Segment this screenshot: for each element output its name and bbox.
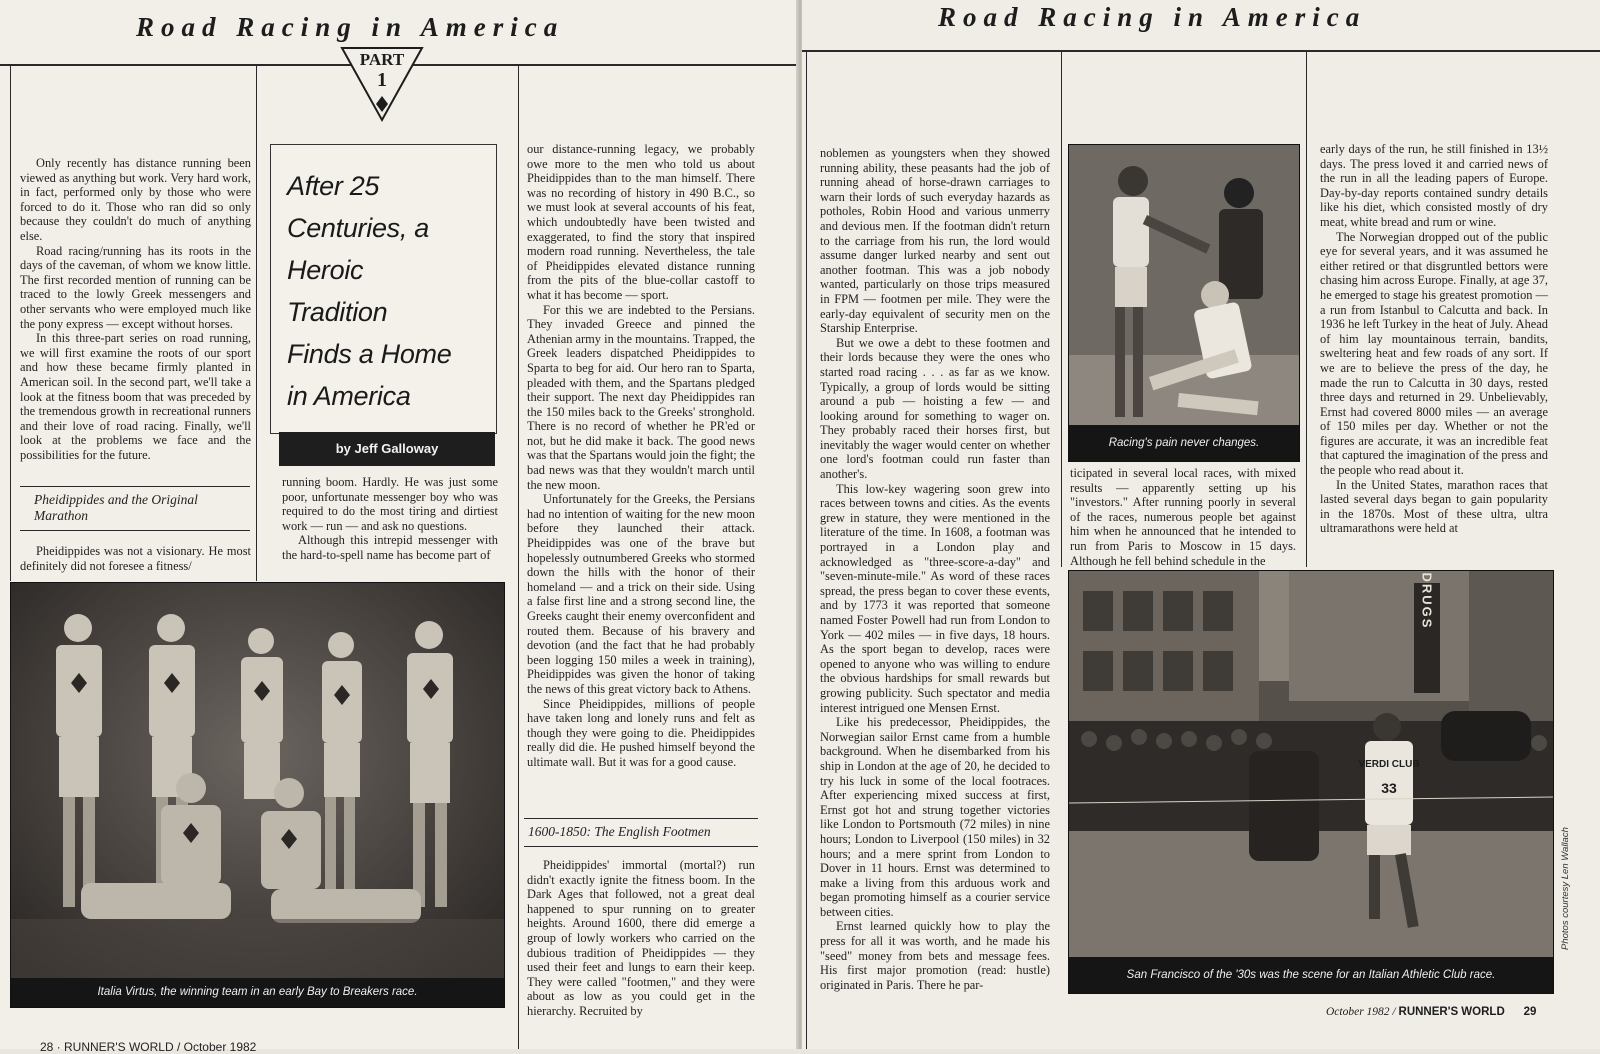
subhead-pheidippides: Pheidippides and the Original Marathon <box>34 492 198 523</box>
right-page <box>802 0 1600 1049</box>
title-line: After 25 <box>287 171 380 201</box>
paragraph: This low-key wagering soon grew into races between towns and cities. As the events grew in stature, they were mentioned in the literature of the time. In 1608, a footman was portrayed in a London play and acknowledged as "three-score-a-day" and "seven-minute-mile." As word of these races spread, the press began to cover these events, and by 1773 it was reported that someone named Foster Powell had run from London to York — 402 miles — in five days, 18 hours. As the sport began to develop, races were opened to anyone who was willing to endure the obvious hardships for small rewards but growing publicity. Such spectator and media interest intrigued one Mensen Ernst. <box>820 481 1050 715</box>
subhead-rule <box>524 818 758 819</box>
column-5 <box>1070 466 1296 568</box>
paragraph: The Norwegian dropped out of the public eye for several years, and it was assumed he either retired or that disgruntled bettors were chasing him across Europe. Finally, at age 37, he emerged to stage his greatest promotion — a run from Istanbul to Calcutta and back. In 1936 he left Turkey in the heat of July. Ahead of him lay mountainous terrain, bandits, sweltering heat and few roads of any sort. If we are to believe the press of the day, he made the run to Calcutta in 30 days, rested three days and returned in 29. Unbelievably, Ernst had covered 8000 miles — an average of 150 miles per day. Whether or not the figures are accurate, it was an incredible feat that captured the imagination of the press and the people who read about it. <box>1320 229 1548 478</box>
column-rule <box>806 52 807 1049</box>
title-line: Tradition <box>287 297 388 327</box>
paragraph: In this three-part series on road running, we will first examine the roots of our sport and how these became firmly planted in American soil. In the second part, we'll take a look at the fitness boom that was preceded by the tremendous growth in recreational runners and their love of road racing. Finally, we'll look at the problems we face and the possibilities for the future. <box>20 331 251 462</box>
paragraph: our distance-running legacy, we probably owe more to the men who told us about Pheidippides than to the man himself. There was no recording of history in 490 B.C., so we must look at several accounts of his feat, which undoubtedly have been twisted and exaggerated, to find the story that inspired modern road running. Nevertheless, the tale of Pheidippides elevated distance running from the pits of the blue-collar castoff to what it has become — sport. <box>527 142 755 302</box>
title-line: Finds a Home <box>287 339 452 369</box>
intro-column <box>20 156 251 462</box>
paragraph: For this we are indebted to the Persians. They invaded Greece and pinned the Athenian army in the mountains. Trapped, the Greek leaders dispatched Pheidippides to Sparta to beg for aid. Our hero ran to Sparta, pleaded with them, and the Spartans pledged their support. The next day Pheidippides ran the 150 miles back to the Greeks' stronghold. There is no record of whether he PR'ed or not, but he did make it back. The good news was that the Spartans would join the fight; the bad news was that they wouldn't march until the new moon. <box>527 302 755 492</box>
pain-photo-image <box>1069 145 1299 461</box>
column-2 <box>282 475 498 563</box>
column-rule <box>1061 52 1062 567</box>
paragraph: Although this intrepid messenger with the hard-to-spell name has become part of <box>282 533 498 562</box>
column-4 <box>820 146 1050 992</box>
team-photo <box>10 582 505 1008</box>
title-line: in America <box>287 381 411 411</box>
title-line: Centuries, a <box>287 213 429 243</box>
subhead-rule <box>524 846 758 847</box>
paragraph: Like his predecessor, Pheidippides, the Norwegian sailor Ernst came from a humble background. When he disembarked from his ship in London at the age of 20, he decided to try his luck in some of the local footraces. After experiencing mixed success at first, Ernst got hot and strung together victories like London to Portsmouth (72 miles) in nine hours; London to Liverpool (150 miles) in 32 hours; and a mere sprint from London to Dover in 11 hours. Ernst was determined to make a living from this arduous work and began promoting himself as a courier service between cities. <box>820 715 1050 919</box>
subhead-footmen: 1600-1850: The English Footmen <box>528 824 711 839</box>
column-1-tail <box>20 544 251 573</box>
page-footer-left: 28 · RUNNER'S WORLD / October 1982 <box>40 1040 257 1054</box>
photo-credit: Photos courtesy Len Wallach <box>1560 827 1571 950</box>
article-title <box>287 165 492 417</box>
column-rule <box>518 66 519 1049</box>
paragraph: But we owe a debt to these footmen and their lords because they were the ones who started road racing . . . as far as we know. Typically, a group of lords would be sitting around a pub — hoisting a few — and looking around for something to wager on. They probably raced their horses first, but inevitably the wager would center on whether one lord's footman could run faster than another's. <box>820 335 1050 482</box>
running-header-left: Road Racing in America <box>136 12 565 42</box>
header-rule-right <box>802 50 1600 52</box>
footer-magazine: RUNNER'S WORLD <box>1398 1006 1505 1018</box>
left-page <box>0 0 798 1049</box>
team-photo-image <box>11 583 504 1007</box>
store-sign: DRUGS <box>1419 572 1435 630</box>
paragraph: running boom. Hardly. He was just some poor, unfortunate messenger boy who was required to do the most tiring and dirtiest work — run — and ask no questions. <box>282 475 498 533</box>
paragraph: Since Pheidippides, millions of people have taken long and lonely runs and felt as though they were going to die. Pheidippides really did die. He pushed himself beyond the ultimate wall. But it was for a good cause. <box>527 696 755 769</box>
footer-date: October 1982 / <box>1326 1006 1399 1018</box>
running-header-right: Road Racing in America <box>938 2 1367 32</box>
byline: by Jeff Galloway <box>279 432 495 466</box>
subhead-rule <box>20 486 250 487</box>
subhead-rule <box>20 530 250 531</box>
column-3-tail <box>527 858 755 1019</box>
jersey-sign: VERDI CLUB <box>1358 759 1420 770</box>
column-rule <box>256 66 257 581</box>
paragraph: ticipated in several local races, with mixed results — apparently setting up his "investors." After running poorly in several of the races, numerous people bet against him when he announced that he intended to run from Paris to Moscow in 15 days. Although he fell behind schedule in the <box>1070 466 1296 568</box>
pain-photo <box>1068 144 1300 462</box>
paragraph: In the United States, marathon races that lasted several days began to gain popularity in the 1870s. Most of these ultra, ultra ultramarathons were held at <box>1320 477 1548 536</box>
column-rule <box>10 66 11 581</box>
paragraph: Unfortunately for the Greeks, the Persians had no intention of waiting for the new moon before they launched their attack. Pheidippides was one of the brave but hopelessly outnumbered Greeks who stormed down the hills with the honor of their homeland — and a trick on their side. Using a false first line and a strong second line, the Greeks caught their enemy overconfident and routed them. Because of his bravery and devotion (and the fact that he had probably been logging 150 miles a week in training), Pheidippides was given the honor of taking the news of this great victory back to Athens. <box>527 492 755 696</box>
title-line: Heroic <box>287 255 364 285</box>
part-label: PART <box>359 50 405 69</box>
paragraph: Pheidippides was not a visionary. He most definitely did not foresee a fitness/ <box>20 544 251 573</box>
column-6 <box>1320 142 1548 536</box>
paragraph: noblemen as youngsters when they showed running ability, these peasants had the job of running ahead of horse-drawn carriages to warn their lords of such everyday hazards as potholes, Robin Hood and various unmerry and devious men. If the footman didn't return to the carriage from his run, the lord would assume danger lurked nearby and sent out another footman. This was a job nobody wanted, particularly on those trips measured in FPM — footmen per mile. They were the early-day equivalent of security men on the Starship Enterprise. <box>820 146 1050 336</box>
paragraph: Only recently has distance running been viewed as anything but work. Very hard work, in fact, performed only by those who were forced to do it. Those who ran did so only because they couldn't do much of anything else. <box>20 156 251 243</box>
paragraph: early days of the run, he still finished in 13½ days. The press loved it and carried news of the run in all the leading papers of Europe. Day-by-day reports contained sundry details like his diet, which consisted mostly of dry meat, white bread and rum or wine. <box>1320 142 1548 229</box>
page-footer-right <box>1326 1006 1536 1018</box>
caption-pain: Racing's pain never changes. <box>1069 425 1299 461</box>
paragraph: Road racing/running has its roots in the days of the caveman, of whom we know little. The first recorded mention of running can be traced to the lowly Greek messengers and other servants who were employed much like the pony express — except without horses. <box>20 243 251 331</box>
jersey-number: 33 <box>1381 780 1397 796</box>
san-francisco-photo-image <box>1069 571 1553 993</box>
title-box <box>270 144 497 434</box>
column-3 <box>527 142 755 770</box>
paragraph: Ernst learned quickly how to play the press for all it was worth, and he made his "seed" money from bets and message fees. His first major promotion (read: hustle) originated in Paris. There he par- <box>820 919 1050 992</box>
column-rule <box>1306 52 1307 567</box>
caption-san-francisco: San Francisco of the '30s was the scene for an Italian Athletic Club race. <box>1069 957 1553 993</box>
footer-page-number: 29 <box>1523 1006 1537 1018</box>
san-francisco-photo <box>1068 570 1554 994</box>
part-badge <box>338 40 426 124</box>
part-number: 1 <box>377 69 387 91</box>
caption-team: Italia Virtus, the winning team in an early Bay to Breakers race. <box>11 978 504 1007</box>
paragraph: Pheidippides' immortal (mortal?) run didn't exactly ignite the fitness boom. In the Dark Ages that followed, not a great deal happened to spur running on to greater heights. Around 1600, there did emerge a group of lowly workers who carried on the dubious tradition of Pheidippides — they used their feet and lungs to earn their keep. They were called "footmen," and they were about as low as you could get in the hierarchy. Recruited by <box>527 858 755 1018</box>
